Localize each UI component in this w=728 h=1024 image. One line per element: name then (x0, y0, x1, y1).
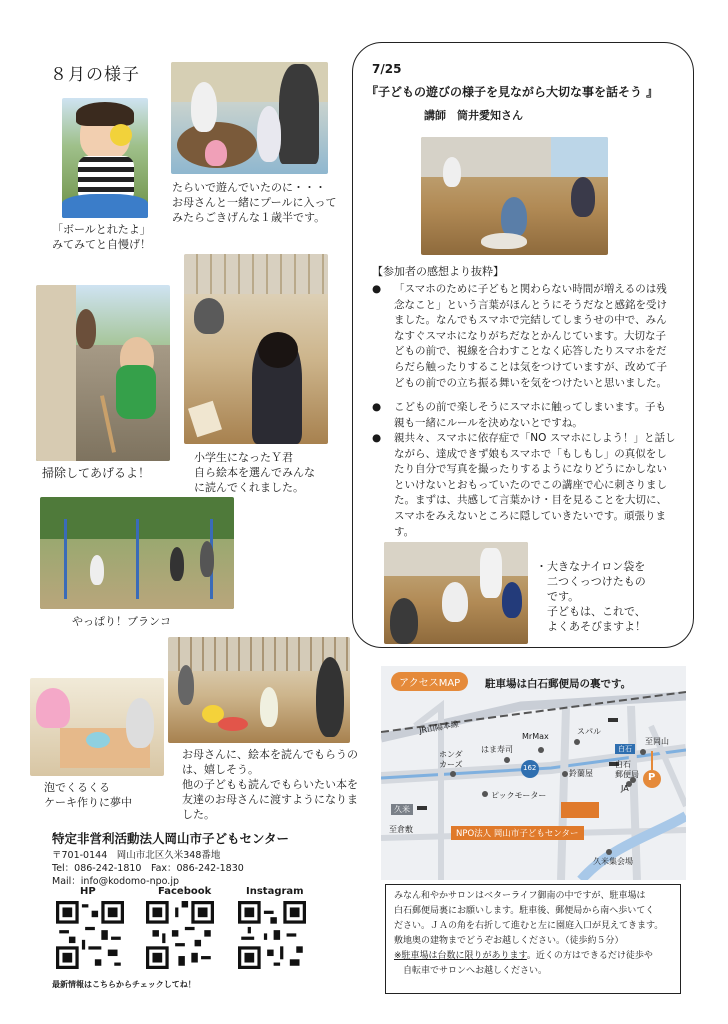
access-map-badge: アクセスMAP (391, 672, 468, 691)
qr-label-instagram: Instagram (246, 886, 304, 897)
info-line-4: 敷地奥の建物までどうぞお越しください。（徒歩約５分） (394, 936, 624, 946)
access-map[interactable] (381, 666, 686, 880)
org-postal: 〒701-0144 岡山市北区久米348番地 (52, 850, 221, 861)
lecture-lecturer: 講師 筒井愛知さん (424, 109, 523, 122)
caption-mother-reading: お母さんに、絵本を読んでもらうの は、嬉しそう。 他の子どもも読んでもらいたい本を 友達のお母さんに渡すようになりま した。 (182, 748, 358, 821)
info-line-3: ださい。ＪＡの角を右折して進むと左に園庭入口が見えてきます。 (394, 921, 664, 931)
caption-foam: 泡でくるくる ケーキ作りに夢中 (44, 781, 132, 809)
photo-reading (184, 254, 328, 444)
map-label-shiraishi: 白石 (615, 744, 635, 754)
impression-2: ● こどもの前で楽しそうにスマホに触ってしまいます。子も親も一緒にルールを決めないとですね。 (372, 401, 666, 429)
photo-tub-pool (171, 62, 328, 174)
photo-foam-cake (30, 678, 164, 776)
photo-nylon-bag (384, 542, 528, 644)
map-label-kume-shukai: 久米集会場 (593, 857, 633, 866)
qr-code-facebook[interactable] (146, 901, 214, 969)
org-tel: Tel：086-242-1810 Fax：086-242-1830 (52, 863, 244, 874)
caption-swing: やっぱり！ブランコ (72, 615, 171, 628)
map-label-ja: JA (621, 784, 629, 793)
photo-lecture (421, 137, 608, 255)
info-line-5: ※駐車場は台数に限りがあります。近くの方はできるだけ徒歩や (394, 951, 653, 961)
map-label-mrmax: MrMax (522, 732, 549, 741)
caption-ball: 「ボールとれたよ」 みてみてと自慢げ！ (52, 223, 151, 251)
page-title: ８月の様子 (50, 65, 140, 85)
lecture-date: 7/25 (372, 62, 402, 76)
parking-limit-note: ※駐車場は台数に限りがあります (394, 951, 527, 961)
info-line-2: 白石郵便局裏にお願いします。駐車後、郵便局から南へ歩いてく (394, 906, 655, 916)
map-label-kume: 久米 (391, 804, 413, 815)
impression-1: ● 「スマホのために子どもと関わらない時間が増えるのは残念なこと」という言葉がほんとうにそうだなと感銘を受けました。なんでもスマホで完結してしまうせの中で、みんなすぐスマホになりがちだなとかんじています。大切な子どもの前で、視線を合わすことなく応答したりスマホをだらだら触ったりすることは気をつけていますが、改めて子どもの前での立ち振る舞いを気をつけたいと思いました。 (372, 283, 667, 389)
caption-reading: 小学生になったＹ君 自ら絵本を選んでみんな に読んでくれました。 (194, 451, 315, 494)
parking-p-icon: P (648, 772, 656, 783)
parking-note: 駐車場は白石郵便局の裏です。 (485, 678, 632, 690)
map-label-spal: スパル (577, 727, 601, 736)
map-label-to-kurashiki: 至倉敷 (389, 825, 413, 834)
map-label-suzuran: 鈴蘭屋 (569, 769, 593, 778)
org-name: 特定非営利活動法人岡山市子どもセンター (52, 831, 290, 846)
map-label-honda: ホンダ カーズ (439, 750, 463, 769)
org-mail[interactable]: Mail：info@kodomo-npo.jp (52, 876, 179, 887)
photo-mother-reading (168, 637, 350, 743)
photo-cleaning (36, 285, 170, 461)
map-label-hama: はま寿司 (481, 745, 513, 754)
caption-tub: たらいで遊んでいたのに・・・ お母さんと一緒にプールに入って みたらごきげんな１歳半です。 (172, 181, 337, 224)
map-label-shiraishi-post: 白石 郵便局 (615, 760, 639, 779)
lecture-title: 『子どもの遊びの様子を見ながら大切な事を話そう 』 (366, 85, 659, 99)
qr-code-instagram[interactable] (238, 901, 306, 969)
qr-code-hp[interactable] (56, 901, 124, 969)
map-label-to-okayama: 至岡山 (645, 737, 669, 746)
qr-label-hp: HP (80, 886, 96, 897)
qr-check-text: 最新情報はこちらからチェックしてね！ (52, 980, 196, 989)
info-line-1: みなん和やかサロンはベターライフ御南の中ですが、駐車場は (394, 891, 646, 901)
photo-swing (40, 497, 234, 609)
caption-cleaning: 掃除してあげるよ！ (42, 466, 151, 480)
caption-nylon: ・大きなナイロン袋を 二つくっつけたもの です。 子どもは、これで、 よくあそびますよ！ (536, 560, 646, 633)
photo-child-ball (62, 98, 148, 218)
map-label-npo: NPO法人 岡山市子どもセンター (451, 826, 584, 840)
info-line-6: 自転車でサロンへお越しください。 (394, 966, 548, 976)
access-info-box (385, 884, 681, 994)
impressions-heading: 【参加者の感想より抜粋】 (372, 265, 504, 278)
map-label-sanyo: JR山陽本線 (418, 719, 460, 736)
impression-3: ● 親共々、スマホに依存症で「NO スマホにしよう！」と話しながら、達成できず娘もスマホで「もしもし」の真似をしたり自分で写真を撮ったりするようになりどうにかしないといけないとおもっていたのでこの講座で心に刺さりました。まずは、共感して言葉かけ・目を見ることを大切に、スマホをみえないところに隠していきたいです。頑張ります。 (372, 432, 676, 538)
map-label-picmotor: ピックモーター (491, 791, 547, 800)
map-label-route: 162 (523, 764, 537, 772)
qr-label-facebook: Facebook (158, 886, 212, 897)
